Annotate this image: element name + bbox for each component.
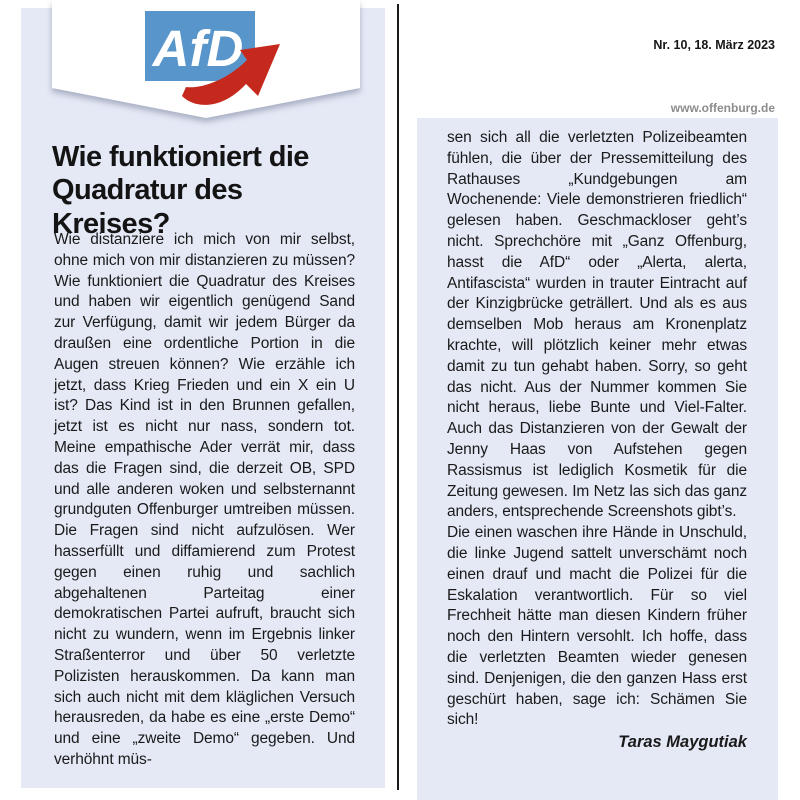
author-signature: Taras Maygutiak <box>618 733 747 752</box>
masthead-website: www.offenburg.de <box>670 101 775 115</box>
afd-logo-graphic <box>140 8 298 114</box>
right-article-paragraph-2: Die einen waschen ihre Hände in Unschuld, die linke Jugend sattelt unverschämt noch einen drauf und macht die Polizei für die Eskalation verantwortlich. Für so viel Frechheit hätte man diesen Kindern früher noch den Hintern versohlt. Ich hoffe, dass die verletzten Beamten wieder genesen sind. Denjenigen, die den ganzen Hass erst geschürt haben, sage ich: Schämen Sie sich! <box>447 524 747 729</box>
right-article-paragraph-1: sen sich all die verletzten Polizeibeamten fühlen, die über der Pressemitteilung des Rathauses „Kundgebungen am Wochenende: Viele demonstrieren friedlich“ gelesen haben. Geschmackloser geht’s nicht. Sprechchöre mit „Ganz Offenburg, hasst die AfD“ oder „Alerta, alerta, Antifascista“ wurden in trauter Eintracht auf der Kinzigbrücke geträllert. Und als es aus demselben Mob heraus am Kronenplatz krachte, will plötzlich keiner mehr etwas damit zu tun gehabt haben. Sorry, so geht das nicht. Aus der Nummer kommen Sie nicht heraus, liebe Bunte und Viel-Falter. Auch das Distanzieren von der Gewalt der Jenny Haas von Aufstehen gegen Rassismus ist lediglich Kosmetik für die Zeitung gewesen. Im Netz las sich das ganz anders, entsprechende Screenshots gibt’s. <box>447 129 747 521</box>
article-headline: Wie funktioniert die Quadratur des Kreises? <box>52 141 309 240</box>
afd-logo-text: AfD <box>152 20 244 77</box>
afd-logo <box>140 8 298 114</box>
issue-date: Nr. 10, 18. März 2023 <box>653 38 775 52</box>
offenblatt-masthead <box>400 0 800 118</box>
right-article-body <box>447 128 747 753</box>
left-article-body: Wie distanziere ich mich von mir selbst, ohne mich von mir distanzieren zu müssen? Wie funktioniert die Quadratur des Kreises und haben wir eigentlich genügend Sand zur Verfügung, damit wir jedem Bürger da draußen eine ordentliche Portion in die Augen streuen können? Wie erzähle ich jetzt, dass Krieg Frieden und ein X ein U ist? Das Kind ist in den Brunnen gefallen, jetzt ist es nicht nur nass, sondern tot. Meine empathische Ader verrät mir, dass das die Fragen sind, die derzeit OB, SPD und alle anderen woken und selbsternannt grundguten Offenburger umtreiben müssen. Die Fragen sind nicht aufzulösen. Wer hasserfüllt und diffamierend zum Protest gegen einen ruhig und sachlich abgehaltenen Parteitag einer demokratischen Partei aufruft, braucht sich nicht zu wundern, wenn im Ergebnis linker Straßenterror und über 50 verletzte Polizisten herauskommen. Da kann man sich auch nicht mit dem kläglichen Versuch herausreden, da habe es eine „erste Demo“ und eine „zweite Demo“ gegeben. Und verhöhnt müs- <box>54 231 355 768</box>
column-divider <box>397 4 399 790</box>
